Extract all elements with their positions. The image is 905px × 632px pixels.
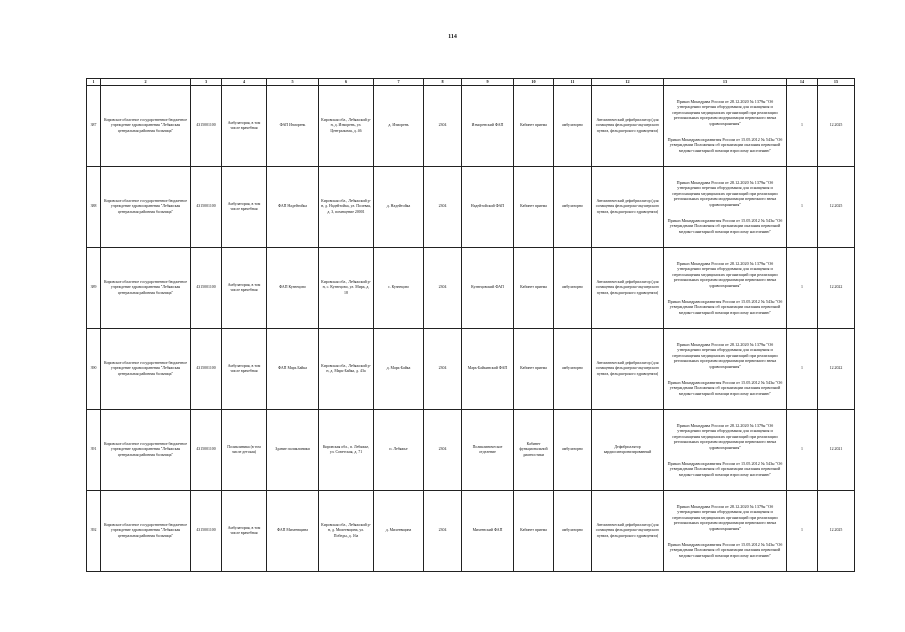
code: 2304 xyxy=(424,329,462,410)
requirement-order-2: Приказ Минздравсоцразвития России от 15.05.2012 № 543н "Об утверждении Положения об организации оказания первичной медико-санитарной помощи взрослому населению" xyxy=(667,541,783,558)
column-number-5: 5 xyxy=(267,79,319,86)
requirement-spacer xyxy=(666,208,784,218)
due-date: 12.2025 xyxy=(818,86,855,167)
due-date: 12.2022 xyxy=(818,248,855,329)
room-name: Кабинет приема xyxy=(514,491,554,572)
inn-code: 4315001100 xyxy=(191,86,222,167)
legal-requirements xyxy=(664,248,787,329)
organization-name: Кировское областное государственное бюджетное учреждение здравоохранения "Лебяжская центральная районная больница" xyxy=(101,86,191,167)
unit-name: Михеевский ФАП xyxy=(462,491,514,572)
requirement-order-1: Приказ Минздрава России от 28.12.2020 № 1379н "Об утверждении перечня оборудования для оснащения и переоснащения медицинских организаций при реализации региональных программ модернизации первичного звена здравоохранения" xyxy=(672,179,778,207)
quantity: 1 xyxy=(787,491,818,572)
requirement-spacer xyxy=(666,289,784,299)
requirement-order-2: Приказ Минздравсоцразвития России от 15.05.2012 № 543н "Об утверждении Положения об организации оказания первичной медико-санитарной помощи взрослому населению" xyxy=(667,460,783,477)
room-name: Кабинет приема xyxy=(514,248,554,329)
equipment-table xyxy=(86,78,855,572)
code: 2304 xyxy=(424,167,462,248)
row-number: 390 xyxy=(87,329,101,410)
settlement: д. Надейтойка xyxy=(374,167,424,248)
inn-code: 4315001100 xyxy=(191,329,222,410)
facility-address: Кировская обл., п. Лебяжье, ул. Советская, д. 71 xyxy=(319,410,374,491)
row-number: 391 xyxy=(87,410,101,491)
table-row xyxy=(87,248,855,329)
legal-requirements xyxy=(664,329,787,410)
code: 2304 xyxy=(424,410,462,491)
care-condition: амбулаторно xyxy=(554,329,592,410)
organization-name: Кировское областное государственное бюджетное учреждение здравоохранения "Лебяжская центральная районная больница" xyxy=(101,410,191,491)
settlement: п. Лебяжье xyxy=(374,410,424,491)
equipment-name: Автоматический дефибриллятор (для оснащения фельдшерско-акушерского пункта, фельдшерского здравпункта) xyxy=(592,248,664,329)
quantity: 1 xyxy=(787,248,818,329)
requirement-order-2: Приказ Минздравсоцразвития России от 15.05.2012 № 543н "Об утверждении Положения об организации оказания первичной медико-санитарной помощи взрослому населению" xyxy=(667,379,783,396)
care-condition: амбулаторно xyxy=(554,248,592,329)
equipment-name: Дефибриллятор кардиосинхронизированный xyxy=(592,410,664,491)
column-number-2: 2 xyxy=(101,79,191,86)
organization-name: Кировское областное государственное бюджетное учреждение здравоохранения "Лебяжская центральная районная больница" xyxy=(101,248,191,329)
room-name: Кабинет приема xyxy=(514,86,554,167)
facility-name: ФАП Кузнецово xyxy=(267,248,319,329)
requirement-spacer xyxy=(666,451,784,461)
requirement-spacer xyxy=(666,370,784,380)
settlement: д. Марь-Байка xyxy=(374,329,424,410)
facility-name: ФАП Михеевщина xyxy=(267,491,319,572)
equipment-name: Автоматический дефибриллятор (для оснащения фельдшерско-акушерского пункта, фельдшерского здравпункта) xyxy=(592,491,664,572)
column-number-3: 3 xyxy=(191,79,222,86)
quantity: 1 xyxy=(787,410,818,491)
unit-name: Надейтойский ФАП xyxy=(462,167,514,248)
care-condition: амбулаторно xyxy=(554,86,592,167)
requirement-order-2: Приказ Минздравсоцразвития России от 15.05.2012 № 543н "Об утверждении Положения об организации оказания первичной медико-санитарной помощи взрослому населению" xyxy=(667,136,783,153)
facility-address: Кировская обл., Лебяжский р-н, д. Надейтойка, ул. Полевая, д. 3, помещение 20001 xyxy=(319,167,374,248)
equipment-name: Автоматический дефибриллятор (для оснащения фельдшерско-акушерского пункта, фельдшерского здравпункта) xyxy=(592,86,664,167)
legal-requirements xyxy=(664,491,787,572)
table-row xyxy=(87,491,855,572)
quantity: 1 xyxy=(787,86,818,167)
equipment-name: Автоматический дефибриллятор (для оснащения фельдшерско-акушерского пункта, фельдшерского здравпункта) xyxy=(592,167,664,248)
requirement-order-1: Приказ Минздрава России от 28.12.2020 № 1379н "Об утверждении перечня оборудования для оснащения и переоснащения медицинских организаций при реализации региональных программ модернизации первичного звена здравоохранения" xyxy=(672,422,778,450)
requirement-order-1: Приказ Минздрава России от 28.12.2020 № 1379н "Об утверждении перечня оборудования для оснащения и переоснащения медицинских организаций при реализации региональных программ модернизации первичного звена здравоохранения" xyxy=(672,98,778,126)
table-row xyxy=(87,86,855,167)
unit-name: Поликлиническое отделение xyxy=(462,410,514,491)
facility-kind: Амбулатория, в том числе врачебная xyxy=(222,248,267,329)
inn-code: 4315001100 xyxy=(191,248,222,329)
organization-name: Кировское областное государственное бюджетное учреждение здравоохранения "Лебяжская центральная районная больница" xyxy=(101,167,191,248)
column-number-9: 9 xyxy=(462,79,514,86)
facility-kind: Амбулатория, в том числе врачебная xyxy=(222,167,267,248)
due-date: 12.2025 xyxy=(818,167,855,248)
column-number-10: 10 xyxy=(514,79,554,86)
facility-kind: Амбулатория, в том числе врачебная xyxy=(222,491,267,572)
facility-kind: Амбулатория, в том числе врачебная xyxy=(222,86,267,167)
column-number-6: 6 xyxy=(319,79,374,86)
care-condition: амбулаторно xyxy=(554,410,592,491)
quantity: 1 xyxy=(787,329,818,410)
requirement-order-1: Приказ Минздрава России от 28.12.2020 № 1379н "Об утверждении перечня оборудования для оснащения и переоснащения медицинских организаций при реализации региональных программ модернизации первичного звена здравоохранения" xyxy=(672,503,778,531)
column-number-13: 13 xyxy=(664,79,787,86)
care-condition: амбулаторно xyxy=(554,491,592,572)
code: 2304 xyxy=(424,491,462,572)
column-number-4: 4 xyxy=(222,79,267,86)
table-row xyxy=(87,410,855,491)
row-number: 388 xyxy=(87,167,101,248)
facility-address: Кировская обл., Лебяжский р-н, с. Кузнецово, ул. Мира, д. 18 xyxy=(319,248,374,329)
column-number-12: 12 xyxy=(592,79,664,86)
due-date: 12.2021 xyxy=(818,410,855,491)
facility-address: Кировская обл., Лебяжский р-н, д. Михеевщина, ул. Победы, д. 16а xyxy=(319,491,374,572)
facility-address: Кировская обл., Лебяжский р-н, д. Изморень, ул. Центральная, д. 46 xyxy=(319,86,374,167)
column-number-11: 11 xyxy=(554,79,592,86)
inn-code: 4315001100 xyxy=(191,410,222,491)
facility-address: Кировская обл., Лебяжский р-н, д. Марь-Байка, д. 43а xyxy=(319,329,374,410)
legal-requirements xyxy=(664,86,787,167)
code: 2304 xyxy=(424,248,462,329)
facility-kind: Поликлиника (в том числе детская) xyxy=(222,410,267,491)
unit-name: Изморенский ФАП xyxy=(462,86,514,167)
facility-name: Здание поликлиники xyxy=(267,410,319,491)
facility-kind: Амбулатория, в том числе врачебная xyxy=(222,329,267,410)
requirement-order-1: Приказ Минздрава России от 28.12.2020 № 1379н "Об утверждении перечня оборудования для оснащения и переоснащения медицинских организаций при реализации региональных программ модернизации первичного звена здравоохранения" xyxy=(672,341,778,369)
room-name: Кабинет приема xyxy=(514,167,554,248)
facility-name: ФАП Изморень xyxy=(267,86,319,167)
column-number-14: 14 xyxy=(787,79,818,86)
requirement-order-2: Приказ Минздравсоцразвития России от 15.05.2012 № 543н "Об утверждении Положения об организации оказания первичной медико-санитарной помощи взрослому населению" xyxy=(667,217,783,234)
settlement: с. Кузнецово xyxy=(374,248,424,329)
legal-requirements xyxy=(664,167,787,248)
unit-name: Кузнецовский ФАП xyxy=(462,248,514,329)
unit-name: Марь-Байкинский ФАП xyxy=(462,329,514,410)
due-date: 12.2025 xyxy=(818,491,855,572)
column-number-15: 15 xyxy=(818,79,855,86)
table-row xyxy=(87,167,855,248)
column-number-7: 7 xyxy=(374,79,424,86)
equipment-name: Автоматический дефибриллятор (для оснащения фельдшерско-акушерского пункта, фельдшерского здравпункта) xyxy=(592,329,664,410)
care-condition: амбулаторно xyxy=(554,167,592,248)
row-number: 389 xyxy=(87,248,101,329)
requirement-spacer xyxy=(666,127,784,137)
inn-code: 4315001100 xyxy=(191,167,222,248)
requirement-order-1: Приказ Минздрава России от 28.12.2020 № 1379н "Об утверждении перечня оборудования для оснащения и переоснащения медицинских организаций при реализации региональных программ модернизации первичного звена здравоохранения" xyxy=(672,260,778,288)
column-number-1: 1 xyxy=(87,79,101,86)
organization-name: Кировское областное государственное бюджетное учреждение здравоохранения "Лебяжская центральная районная больница" xyxy=(101,329,191,410)
facility-name: ФАП Марь Байка xyxy=(267,329,319,410)
row-number: 387 xyxy=(87,86,101,167)
column-number-8: 8 xyxy=(424,79,462,86)
room-name: Кабинет приема xyxy=(514,329,554,410)
quantity: 1 xyxy=(787,167,818,248)
settlement: д. Михеевщина xyxy=(374,491,424,572)
due-date: 12.2022 xyxy=(818,329,855,410)
requirement-spacer xyxy=(666,532,784,542)
settlement: д. Изморень xyxy=(374,86,424,167)
facility-name: ФАП Надейтойка xyxy=(267,167,319,248)
organization-name: Кировское областное государственное бюджетное учреждение здравоохранения "Лебяжская центральная районная больница" xyxy=(101,491,191,572)
requirement-order-2: Приказ Минздравсоцразвития России от 15.05.2012 № 543н "Об утверждении Положения об организации оказания первичной медико-санитарной помощи взрослому населению" xyxy=(667,298,783,315)
room-name: Кабинет функциональной диагностики xyxy=(514,410,554,491)
page-number: 114 xyxy=(448,34,457,40)
code: 2304 xyxy=(424,86,462,167)
table-row xyxy=(87,329,855,410)
inn-code: 4315001100 xyxy=(191,491,222,572)
legal-requirements xyxy=(664,410,787,491)
column-number-row xyxy=(87,79,855,86)
row-number: 392 xyxy=(87,491,101,572)
